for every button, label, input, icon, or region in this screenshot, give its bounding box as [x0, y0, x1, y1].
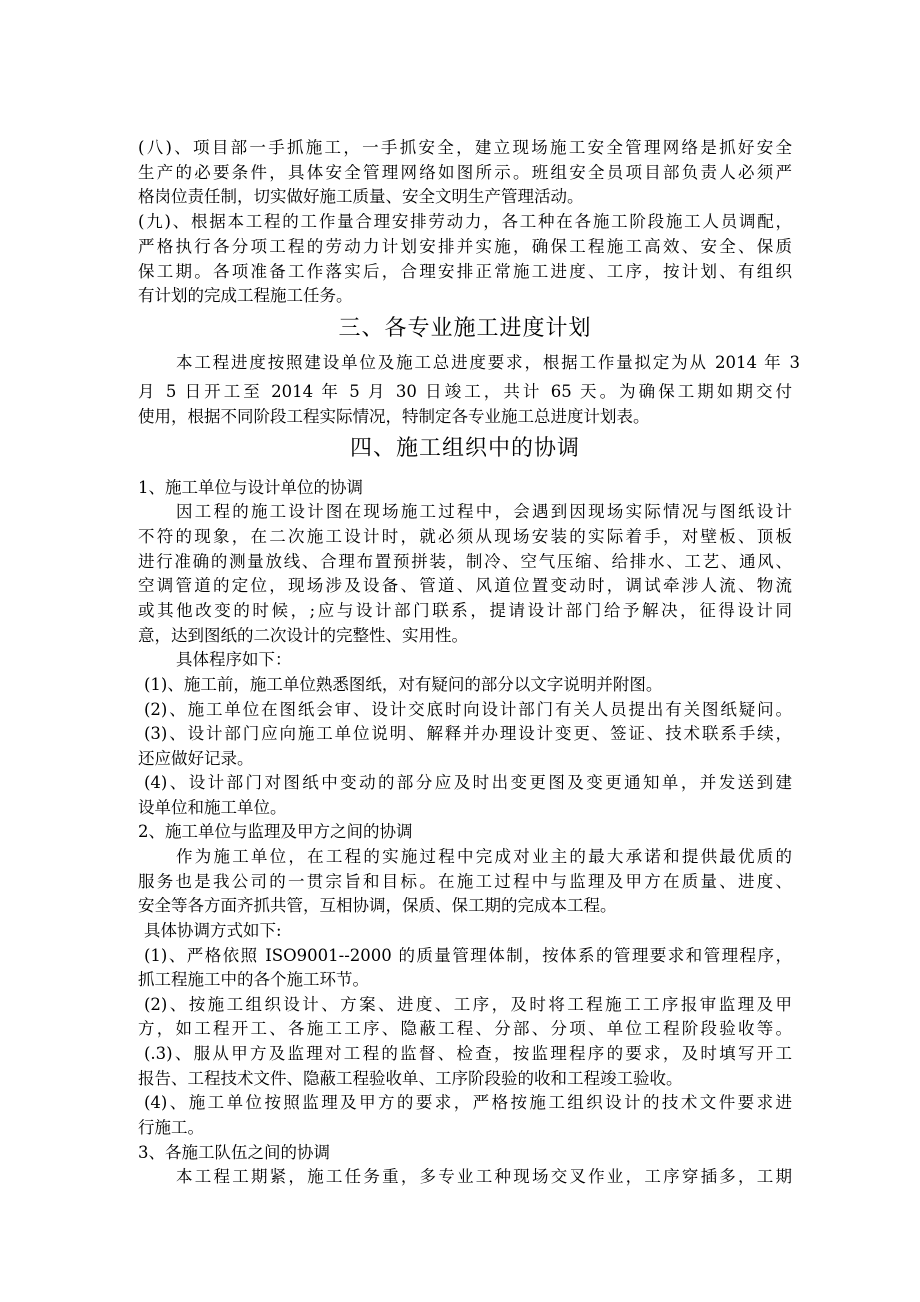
list-item: (2)、按施工组织设计、方案、进度、工序，及时将工程施工工序报审监理及甲 [144, 995, 792, 1014]
list-item: (.3)、服从甲方及监理对工程的监督、检查，按监理程序的要求，及时填写开工 [144, 1044, 792, 1063]
paragraph-line: 生产的必要条件，具体安全管理网络如图所示。班组安全员项目部负责人必须严 [138, 163, 792, 182]
paragraph-line: 格岗位责任制，切实做好施工质量、安全文明生产管理活动。 [138, 187, 584, 206]
list-item: 还应做好记录。 [138, 749, 254, 768]
list-item: (3)、设计部门应向施工单位说明、解释并办理设计变更、签证、技术联系手续， [144, 724, 792, 743]
paragraph-line: 意，达到图纸的二次设计的完整性、实用性。 [138, 626, 468, 645]
list-item: 设单位和施工单位。 [138, 798, 287, 817]
paragraph-line: (九)、根据本工程的工作量合理安排劳动力，各工种在各施工阶段施工人员调配， [138, 212, 792, 231]
list-item: 报告、工程技术文件、隐蔽工程验收单、工序阶段验的收和工程竣工验收。 [138, 1069, 683, 1088]
subsection-heading: 2、施工单位与监理及甲方之间的协调 [138, 822, 413, 841]
paragraph-line: 本工程工期紧，施工任务重，多专业工种现场交叉作业，工序穿插多，工期 [176, 1167, 792, 1186]
paragraph-line: 服务也是我公司的一贯宗旨和目标。在施工过程中与监理及甲方在质量、进度、 [138, 872, 792, 891]
list-item: 方，如工程开工、各施工工序、隐蔽工程、分部、分项、单位工程阶段验收等。 [138, 1019, 792, 1038]
paragraph-line: 或其他改变的时候，;应与设计部门联系，提请设计部门给予解决，征得设计同 [138, 601, 792, 620]
section-heading: 三、各专业施工进度计划 [338, 316, 592, 341]
paragraph-line: 严格执行各分项工程的劳动力计划安排并实施，确保工程施工高效、安全、保质 [138, 237, 792, 256]
paragraph-line: 具体程序如下： [176, 650, 292, 669]
paragraph-line: 作为施工单位，在工程的实施过程中完成对业主的最大承诺和提供最优质的 [176, 847, 792, 866]
subsection-heading: 3、各施工队伍之间的协调 [138, 1143, 330, 1162]
paragraph-line: 空调管道的定位，现场涉及设备、管道、风道位置变动时，调试牵涉人流、物流 [138, 576, 792, 595]
paragraph-line: 月 5 日开工至 2014 年 5 月 30 日竣工，共计 65 天。为确保工期如期交付 [138, 382, 792, 401]
paragraph-line: 不符的现象，在二次施工设计时，就必须从现场安装的实际着手，对壁板、顶板 [138, 527, 792, 546]
section-heading: 四、施工组织中的协调 [349, 436, 580, 461]
paragraph-line: 本工程进度按照建设单位及施工总进度要求，根据工作量拟定为从 2014 年 3 [176, 353, 800, 372]
paragraph-line: 因工程的施工设计图在现场施工过程中，会遇到因现场实际情况与图纸设计 [176, 502, 792, 521]
list-item: (4)、设计部门对图纸中变动的部分应及时出变更图及变更通知单，并发送到建 [144, 773, 792, 792]
paragraph-line: (八)、项目部一手抓施工，一手抓安全，建立现场施工安全管理网络是抓好安全 [138, 138, 792, 157]
paragraph-line: 保工期。各项准备工作落实后，合理安排正常施工进度、工序，按计划、有组织 [138, 262, 792, 281]
list-item: 行施工。 [138, 1118, 204, 1137]
paragraph-line: 有计划的完成工程施工任务。 [138, 286, 353, 305]
list-item: (4)、施工单位按照监理及甲方的要求，严格按施工组织设计的技术文件要求进 [144, 1093, 792, 1112]
paragraph-line: 进行准确的测量放线、合理布置预拼装，制冷、空气压缩、给排水、工艺、通风、 [138, 552, 792, 571]
paragraph-line: 安全等各方面齐抓共管，互相协调，保质、保工期的完成本工程。 [138, 896, 617, 915]
list-item: 抓工程施工中的各个施工环节。 [138, 970, 369, 989]
list-item: (1)、施工前，施工单位熟悉图纸，对有疑问的部分以文字说明并附图。 [144, 675, 663, 694]
list-item: (2)、施工单位在图纸会审、设计交底时向设计部门有关人员提出有关图纸疑问。 [144, 700, 792, 719]
paragraph-line: 使用，根据不同阶段工程实际情况，特制定各专业施工总进度计划表。 [138, 407, 650, 426]
subsection-heading: 1、施工单位与设计单位的协调 [138, 478, 363, 497]
paragraph-line: 具体协调方式如下: [144, 921, 282, 940]
list-item: (1)、严格依照 ISO9001--2000 的质量管理体制，按体系的管理要求和管理程序， [144, 946, 792, 965]
